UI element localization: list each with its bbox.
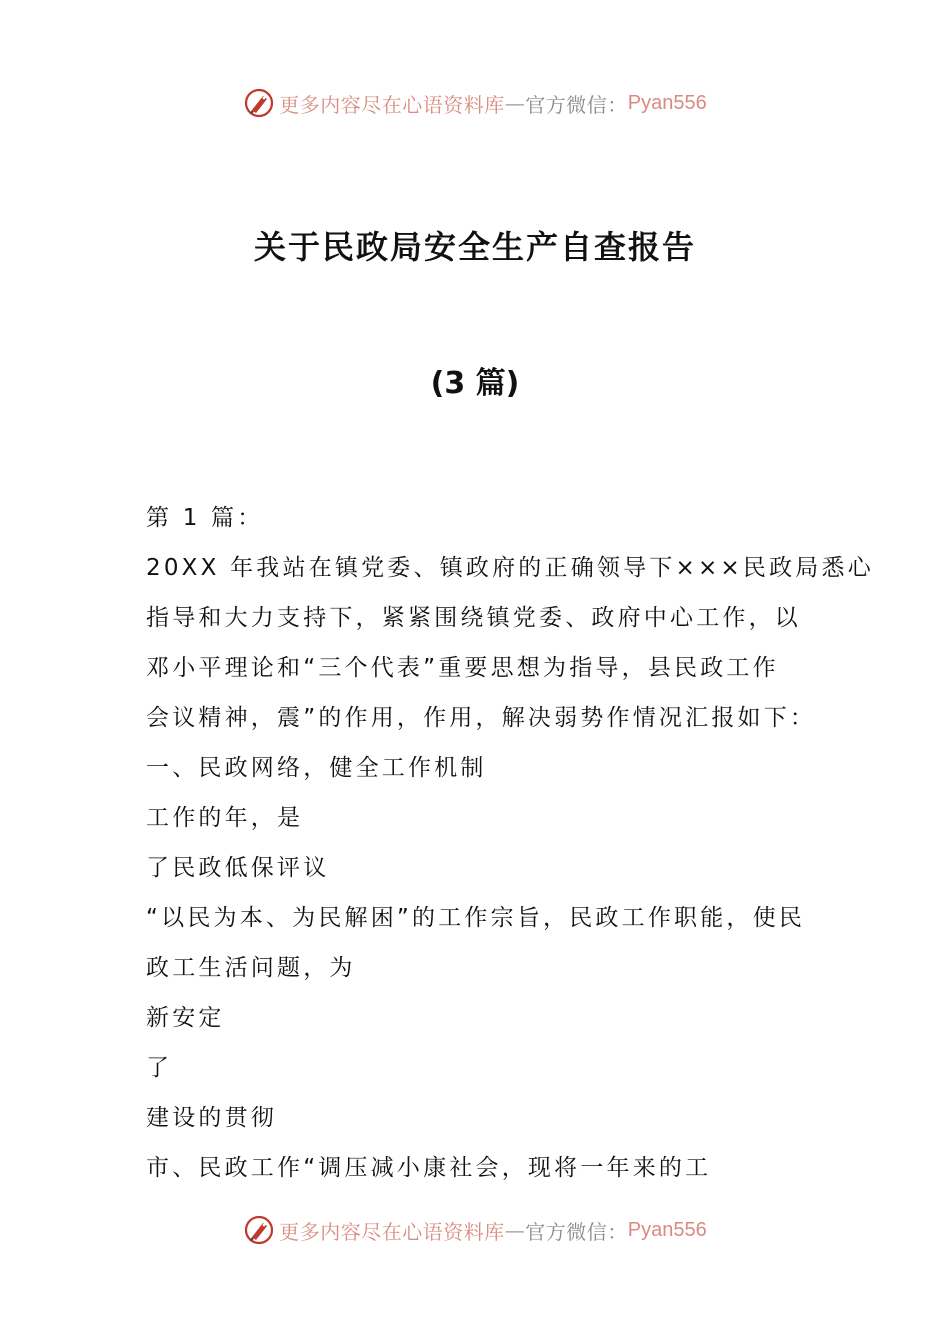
document-title: 关于民政局安全生产自查报告 (253, 228, 696, 266)
body-line: 邓小平理论和“三个代表”重要思想为指导，县民政工作 (146, 655, 779, 681)
body-line: 建设的贯彻 (146, 1105, 277, 1131)
document-subtitle: (3 篇) (430, 366, 520, 401)
watermark-dash: — (504, 91, 526, 115)
body-line: “以民为本、为民解困”的工作宗旨，民政工作职能，使民 (146, 905, 806, 931)
body-line: 第 1 篇： (146, 505, 264, 531)
body-line: 政工生活问题，为 (146, 955, 356, 981)
body-line: 了民政低保评议 (146, 855, 330, 881)
watermark-official-label: 官方微信： (525, 1219, 628, 1244)
footer-watermark (0, 1212, 950, 1248)
body-line: 20XX 年我站在镇党委、镇政府的正确领导下×××民政局悉心 (146, 555, 874, 581)
body-line: 指导和大力支持下，紧紧围绕镇党委、政府中心工作，以 (146, 605, 801, 631)
pen-nib-logo-icon (243, 1214, 275, 1246)
watermark-dash: — (504, 1218, 526, 1242)
watermark-wechat-id: Pyan556 (627, 1218, 707, 1241)
body-line: 市、民政工作“调压减小康社会，现将一年来的工 (146, 1155, 712, 1181)
body-line: 一、民政网络，健全工作机制 (146, 755, 487, 781)
header-watermark (0, 85, 950, 121)
watermark-text: 更多内容尽在心语资料库 (279, 1219, 505, 1244)
watermark-official-label: 官方微信： (525, 92, 628, 117)
body-line: 新安定 (146, 1005, 225, 1031)
document-body (146, 493, 874, 1193)
body-line: 会议精神，震”的作用，作用，解决弱势作情况汇报如下： (146, 705, 817, 731)
watermark-text: 更多内容尽在心语资料库 (279, 92, 505, 117)
pen-nib-logo-icon (243, 87, 275, 119)
body-line: 了 (146, 1055, 173, 1081)
body-line: 工作的年，是 (146, 805, 304, 831)
watermark-wechat-id: Pyan556 (627, 91, 707, 114)
